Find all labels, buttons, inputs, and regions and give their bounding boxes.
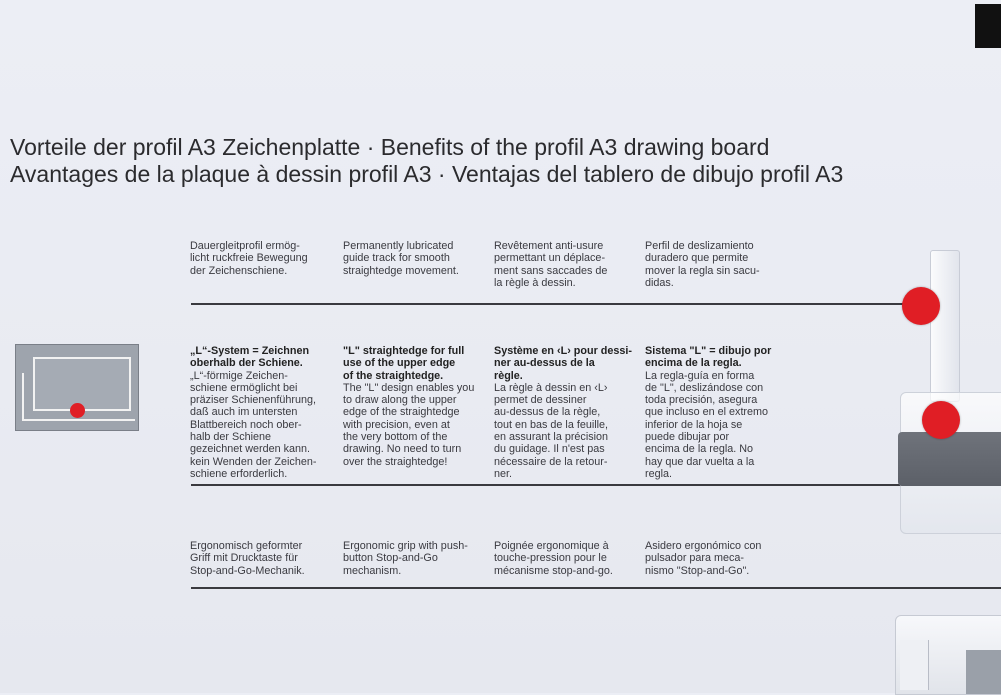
title-line-1: Vorteile der profil A3 Zeichenplatte · Benefits of the profil A3 drawing board: [10, 134, 770, 160]
row3-german-text: Ergonomisch geformter Griff mit Drucktaste für Stop-and-Go-Mechanik.: [190, 540, 305, 577]
row1-french-text: Revêtement anti-usure permettant un déplace- ment sans saccades de la règle à dessin.: [494, 240, 608, 289]
red-indicator-dot-icon: [902, 287, 940, 325]
row2-divider: [191, 484, 911, 486]
row2-english: [343, 345, 491, 468]
row1-english-text: Permanently lubricated guide track for smooth straightedge movement.: [343, 240, 459, 277]
row3-spanish: [645, 540, 790, 577]
row2-spanish-text: La regla-guía en forma de "L", deslizándose con toda precisión, asegura que incluso en el extremo inferior de la hoja se puede dibujar por encima de la regla. No hay que dar vuelta a la regla.: [645, 369, 769, 480]
row3-divider: [191, 587, 1001, 589]
row1-spanish-text: Perfil de deslizamiento duradero que permite mover la regla sin sacu- didas.: [645, 240, 760, 289]
row2-english-text: The "L" design enables you to draw along the upper edge of the straightedge with precision, even at the very bottom of the drawing. No need to turn over the straightedge!: [343, 381, 475, 468]
page-title: [10, 134, 990, 188]
corner-mark-icon: [975, 4, 1001, 48]
row3-english-text: Ergonomic grip with push- button Stop-and-Go mechanism.: [343, 540, 468, 577]
red-indicator-dot-icon: [70, 403, 85, 418]
product-scale-housing: [895, 615, 1001, 695]
row1-english: [343, 240, 488, 277]
row2-french: [494, 345, 639, 480]
row3-french-text: Poignée ergonomique à touche-pression pour le mécanisme stop-and-go.: [494, 540, 613, 577]
row3-english: [343, 540, 488, 577]
row3-spanish-text: Asidero ergonómico con pulsador para meca- nismo "Stop-and-Go".: [645, 540, 762, 577]
row2-spanish-heading: Sistema "L" = dibujo por encima de la regla.: [645, 345, 772, 370]
row2-spanish: [645, 345, 793, 480]
row2-english-heading: "L" straightedge for full use of the upper edge of the straightedge.: [343, 345, 465, 382]
row1-spanish: [645, 240, 790, 289]
product-grip: [898, 432, 1001, 486]
row2-french-text: La règle à dessin en ‹L› permet de dessiner au-dessus de la règle, tout en bas de la feuille, en assurant la précision du guidage. Il n'est pas nécessaire de la retour- ner.: [494, 381, 609, 480]
row1-divider: [191, 303, 911, 305]
row1-german-text: Dauergleitprofil ermög- licht ruckfreie Bewegung der Zeichenschiene.: [190, 240, 308, 277]
row1-german: [190, 240, 335, 277]
product-straightedge-top: [930, 250, 960, 402]
title-line-2: Avantages de la plaque à dessin profil A3 · Ventajas del tablero de dibujo profil A3: [10, 161, 844, 187]
row1-french: [494, 240, 639, 289]
row2-german: [190, 345, 335, 480]
row2-german-text: „L“-förmige Zeichen- schiene ermöglicht bei präziser Schienenführung, daß auch im untersten Blattbereich noch ober- halb der Schiene gezeichnet werden kann. kein Wenden der Zeichen- schiene erforderlich.: [190, 369, 317, 480]
l-system-diagram-icon: [15, 344, 139, 431]
red-indicator-dot-icon: [922, 401, 960, 439]
product-scale: [900, 640, 929, 690]
row3-german: [190, 540, 335, 577]
row3-french: [494, 540, 639, 577]
row2-french-heading: Système en ‹L› pour dessi- ner au-dessus de la règle.: [494, 345, 632, 382]
row2-german-heading: „L“-System = Zeichnen oberhalb der Schiene.: [190, 345, 310, 370]
product-window: [966, 650, 1001, 694]
